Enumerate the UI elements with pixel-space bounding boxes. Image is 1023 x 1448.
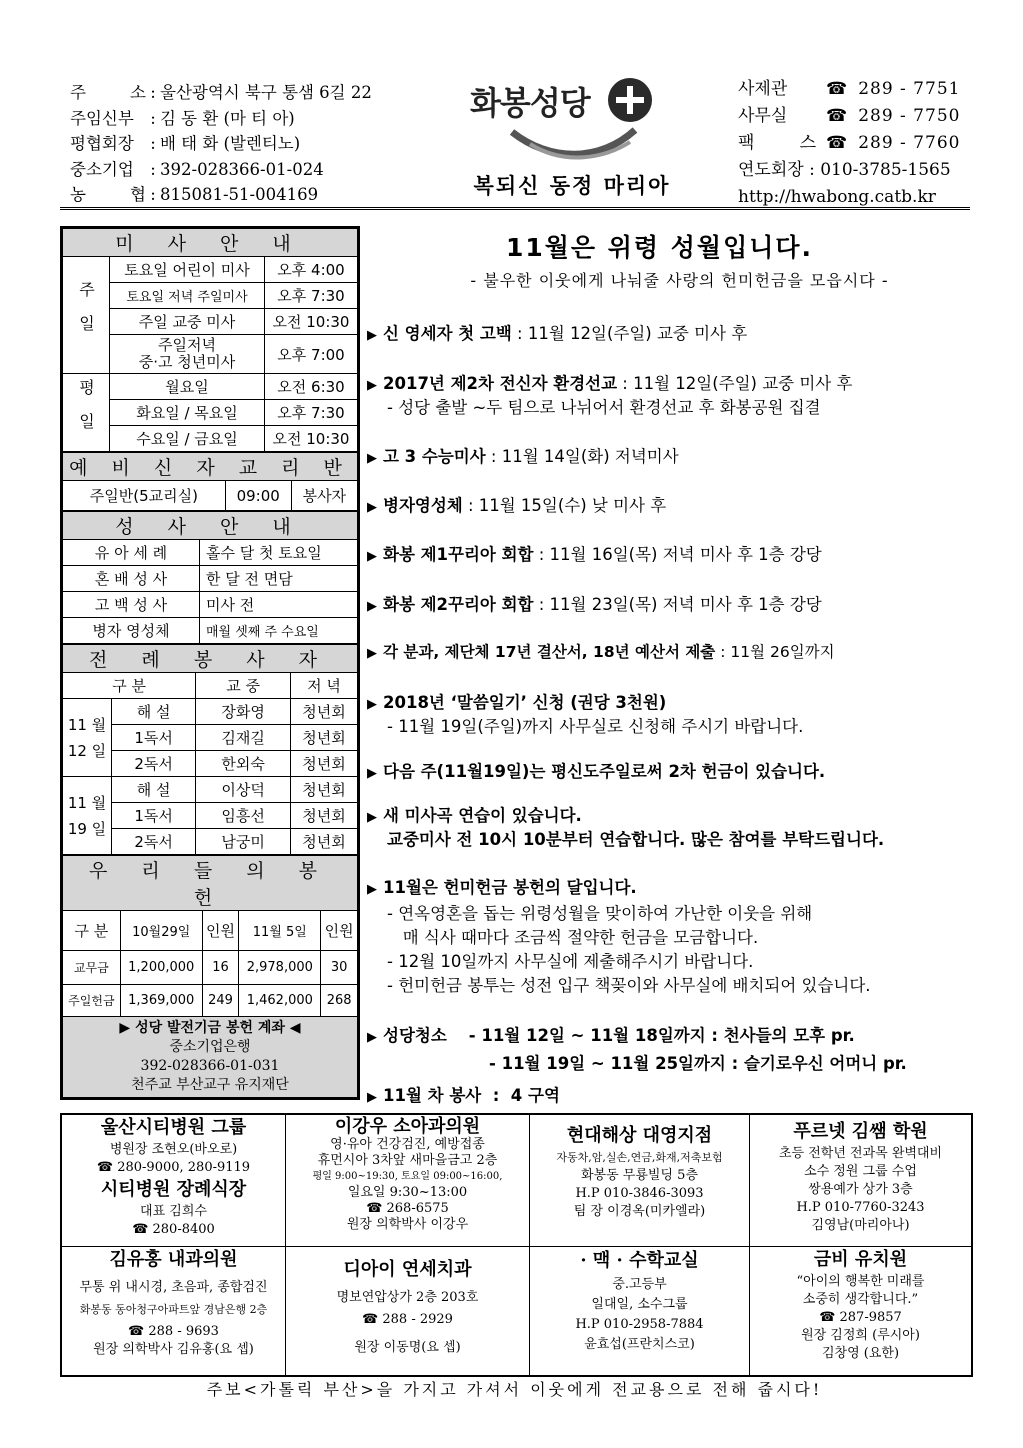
ad-name: 시티병원 장례식장 [100, 1179, 247, 1200]
offering-head: 구 분 [63, 911, 121, 951]
ad-line: 소수 정원 그룹 수업 [804, 1164, 917, 1179]
ad-line: 자동차,암,실손,연금,화재,저축보험 [556, 1151, 723, 1164]
contact-number: 289 - 7751 [858, 79, 961, 99]
liturgy-main: 한외숙 [196, 751, 291, 777]
mass-time: 오후 4:00 [265, 257, 358, 283]
notice-heading: 화봉 제2꾸리아 회합 [383, 595, 534, 614]
ad-box [286, 1115, 530, 1247]
notice-item [367, 320, 747, 344]
ad-line: 초등 전학년 전과목 완벽대비 [778, 1146, 943, 1161]
offering-cell: 16 [202, 951, 239, 985]
ad-line: 원장 의학박사 김유홍(요 셉) [93, 1342, 254, 1357]
contact-label: 사제관 [738, 79, 788, 99]
ad-box [286, 1247, 530, 1375]
notice-heading: 병자영성체 [383, 496, 463, 515]
offering-cell: 1,200,000 [120, 951, 202, 985]
ad-line: ☎ 280-8400 [132, 1222, 215, 1237]
fund-box [63, 1017, 358, 1098]
liturgy-eve: 청년회 [291, 777, 358, 803]
notice-heading: 신 영세자 첫 고백 [383, 324, 512, 343]
arrow-icon: ▶ [367, 1030, 377, 1045]
offering-cell: 268 [321, 985, 358, 1017]
ad-box [750, 1247, 971, 1375]
fund-title: ▶ 성당 발전기금 봉헌 계좌 ◀ [119, 1020, 301, 1036]
arrow-icon: ▶ [367, 766, 377, 781]
sacrament-section-title: 성 사 안 내 [63, 512, 358, 540]
notice-heading: 다음 주(11월19일)는 평신도주일로써 2차 헌금이 있습니다. [383, 762, 826, 781]
notice-heading: 성당청소 [383, 1026, 447, 1045]
offering-cell: 2,978,000 [239, 951, 321, 985]
ad-line: H.P 010-3846-3093 [575, 1186, 704, 1201]
info-label: 주임신부 [70, 108, 134, 128]
ad-line: 화봉동 무룡빌딩 5층 [581, 1168, 698, 1183]
ad-line: H.P 010-7760-3243 [796, 1200, 925, 1215]
ad-line: 명보연압상가 2층 203호 [336, 1290, 479, 1305]
notice-heading: 새 미사곡 연습이 있습니다. [383, 806, 582, 825]
notice-subtext: - 헌미헌금 봉투는 성전 입구 책꽂이와 사무실에 배치되어 있습니다. [387, 976, 871, 995]
notice-subtext: - 성당 출발 ~두 팀으로 나뉘어서 환경선교 후 화봉공원 집결 [387, 398, 821, 417]
arrow-icon: ▶ [367, 451, 377, 466]
advertisement-grid [60, 1113, 973, 1377]
notice-subtext: - 연옥영혼을 돕는 위령성월을 맞이하여 가난한 이웃을 위해 [387, 904, 813, 923]
ad-line: 윤효섭(프란치스코) [584, 1337, 695, 1352]
notice-heading: 2017년 제2차 전신자 환경선교 [383, 374, 618, 393]
ad-line: H.P 010-2958-7884 [575, 1317, 704, 1332]
notice-item [367, 370, 852, 418]
ad-box [750, 1115, 971, 1247]
arrow-icon: ▶ [367, 500, 377, 515]
ad-line: 소중히 생각합니다.” [802, 1292, 919, 1307]
ad-line: 원장 이동명(요 셉) [354, 1340, 461, 1355]
ad-line: ☎ 288 - 2929 [362, 1312, 453, 1327]
notice-item [367, 591, 822, 615]
mass-name-line: 중·고 청년미사 [138, 353, 236, 371]
contact-label: 사무실 [738, 106, 788, 126]
sunday-label: 주일 [63, 257, 110, 374]
liturgy-eve: 청년회 [291, 803, 358, 829]
ad-line: 김영남(마리아나) [811, 1218, 910, 1233]
notice-text: : 11월 12일(주일) 교중 미사 후 [511, 324, 748, 343]
ad-line: “아이의 행복한 미래를 [796, 1274, 925, 1289]
notice-item [367, 443, 679, 467]
sacrament-name: 병자 영성체 [63, 618, 200, 644]
sacrament-when: 미사 전 [200, 592, 358, 618]
ad-line: 대표 김희수 [140, 1204, 207, 1219]
ad-name: · 맥 · 수학교실 [580, 1250, 699, 1271]
ad-box [62, 1115, 286, 1247]
mass-name: 토요일 저녁 주일미사 [110, 283, 265, 309]
phone-icon: ☎ [826, 133, 849, 153]
liturgy-role: 1독서 [112, 803, 196, 829]
offering-cell: 주일헌금 [63, 985, 121, 1017]
mass-time: 오후 7:30 [265, 283, 358, 309]
ad-box [530, 1247, 750, 1375]
ad-line: 무통 위 내시경, 초음파, 종합검진 [79, 1280, 268, 1295]
ad-line: 원장 의학박사 이강우 [346, 1217, 469, 1232]
liturgy-eve: 청년회 [291, 751, 358, 777]
notice-text: : 4 구역 [481, 1086, 560, 1105]
mass-time: 오후 7:00 [265, 335, 358, 374]
ad-line: ☎ 287-9857 [819, 1310, 902, 1325]
info-value: 울산광역시 북구 통샘 6길 22 [160, 83, 372, 102]
ad-box [530, 1115, 750, 1247]
catechumen-leader: 봉사자 [291, 481, 357, 511]
info-value: 392-028366-01-024 [160, 159, 324, 179]
catechumen-time: 09:00 [225, 481, 291, 511]
info-label: 평협회장 [70, 134, 134, 153]
liturgy-date [63, 777, 112, 855]
notice-item [367, 1023, 907, 1077]
ad-line: 일요일 9:30~13:00 [347, 1185, 468, 1200]
mass-name: 주일 교중 미사 [110, 309, 265, 335]
ad-line: 김창영 (요한) [821, 1346, 900, 1361]
info-value: 배 태 화 (발렌티노) [160, 134, 301, 153]
contact-info [738, 76, 960, 211]
offering-cell: 1,369,000 [120, 985, 202, 1017]
cross-icon [608, 78, 652, 122]
notice-text: - 11월 19일 ~ 11월 25일까지 : 슬기로우신 어머니 pr. [489, 1054, 907, 1073]
offering-cell: 1,462,000 [239, 985, 321, 1017]
phone-icon: ☎ [826, 79, 849, 99]
arrow-icon: ▶ [367, 378, 377, 393]
sacrament-when: 홀수 달 첫 토요일 [200, 540, 358, 566]
notice-text: - 11월 12일 ~ 11월 18일까지 : 천사들의 모후 pr. [468, 1026, 855, 1045]
header-divider [60, 207, 970, 210]
liturgy-head: 교 중 [196, 673, 291, 699]
mass-name: 토요일 어린이 미사 [110, 257, 265, 283]
offering-cell: 교무금 [63, 951, 121, 985]
notice-text: : 11월 16일(목) 저녁 미사 후 1층 강당 [533, 545, 822, 564]
notice-heading: 각 분과, 제단체 17년 결산서, 18년 예산서 제출 [383, 643, 716, 661]
liturgy-role: 2독서 [112, 751, 196, 777]
mass-name: 화요일 / 목요일 [110, 400, 265, 426]
liturgy-date-day: 12 일 [67, 741, 107, 760]
ad-line: ☎ 268-6575 [366, 1201, 449, 1216]
swoosh-icon [510, 122, 640, 167]
youth-leader: 연도회장 : 010-3785-1565 [738, 160, 951, 180]
contact-number: 289 - 7750 [858, 106, 961, 126]
notice-subtext: - 11월 19일(주일)까지 사무실로 신청해 주시기 바랍니다. [387, 717, 804, 736]
ad-name: 푸르넷 김쌤 학원 [793, 1121, 928, 1142]
sacrament-when: 매월 셋째 주 수요일 [200, 618, 358, 644]
contact-number: 289 - 7760 [858, 133, 961, 153]
offering-cell: 30 [321, 951, 358, 985]
info-label: 농 협 [70, 185, 146, 204]
catechumen-section-title: 예 비 신 자 교 리 반 [63, 453, 358, 481]
offering-cell: 249 [202, 985, 239, 1017]
liturgy-main: 이상덕 [196, 777, 291, 803]
ad-line: 원장 김정희 (루시아) [801, 1328, 920, 1343]
left-info-panel [60, 226, 360, 1100]
liturgy-role: 해 설 [112, 777, 196, 803]
sacrament-name: 혼 배 성 사 [63, 566, 200, 592]
arrow-icon: ▶ [367, 697, 377, 712]
notice-item [367, 492, 666, 516]
mass-name [110, 335, 265, 374]
offering-head: 10월29일 [120, 911, 202, 951]
notice-item [367, 689, 803, 737]
liturgy-head: 저 녁 [291, 673, 358, 699]
liturgy-date [63, 699, 112, 777]
church-info: 주 소 : 울산광역시 북구 통샘 6길 22 주임신부 : 김 동 환 (마 티 아) 평협회장 : 배 태 화 (발렌티노) 중소기업 : 392-028366-01-024 농 협 : 815081-51-004169 [70, 80, 372, 208]
weekday-label: 평일 [63, 374, 110, 452]
notice-item [367, 640, 835, 662]
ad-name: 울산시티병원 그룹 [100, 1117, 247, 1138]
notice-text: : 11월 14일(화) 저녁미사 [485, 447, 679, 466]
phone-icon: ☎ [826, 106, 849, 126]
notice-heading: 2018년 ‘말씀일기’ 신청 (권당 3천원) [383, 693, 667, 712]
notice-text: : 11월 23일(목) 저녁 미사 후 1층 강당 [533, 595, 822, 614]
offering-section-title: 우 리 들 의 봉 헌 [63, 856, 358, 911]
info-label: 주 소 [70, 83, 146, 102]
liturgy-eve: 청년회 [291, 829, 358, 855]
liturgy-role: 1독서 [112, 725, 196, 751]
arrow-icon: ▶ [367, 549, 377, 564]
notice-item [367, 802, 884, 850]
liturgy-eve: 청년회 [291, 725, 358, 751]
liturgy-main: 장화영 [196, 699, 291, 725]
liturgy-section-title: 전 례 봉 사 자 [63, 645, 358, 673]
notice-item [367, 876, 871, 998]
info-value: 김 동 환 (마 티 아) [160, 108, 295, 128]
liturgy-eve: 청년회 [291, 699, 358, 725]
notice-heading: 11월 차 봉사 [383, 1086, 482, 1105]
notice-subtext: 교중미사 전 10시 10분부터 연습합니다. 많은 참여를 부탁드립니다. [387, 830, 885, 849]
arrow-icon: ▶ [367, 599, 377, 614]
mass-section-title: 미 사 안 내 [63, 229, 358, 257]
info-label: 중소기업 [70, 159, 134, 179]
liturgy-date-month: 11 월 [67, 715, 107, 734]
liturgy-date-month: 11 월 [67, 793, 107, 812]
fund-holder: 천주교 부산교구 유지재단 [131, 1077, 289, 1093]
ad-line: 영·유아 건강검진, 예방접종 [330, 1137, 485, 1152]
ad-name: 금비 유치원 [813, 1249, 908, 1270]
info-value: 815081-51-004169 [160, 185, 319, 204]
mass-name-line: 주일저녁 [158, 336, 216, 354]
logo-title: 화봉성당 [470, 84, 590, 122]
offering-head: 11월 5일 [239, 911, 321, 951]
ad-name: 현대해상 대영지점 [566, 1125, 713, 1146]
mass-name: 월요일 [110, 374, 265, 400]
notice-subtitle: - 불우한 이웃에게 나눠줄 사랑의 헌미헌금을 모읍시다 - [470, 271, 889, 290]
liturgy-date-day: 19 일 [67, 819, 107, 838]
contact-label: 팩 스 [738, 133, 816, 153]
ad-line: 병원장 조현오(바오로) [109, 1142, 238, 1157]
liturgy-head: 구 분 [63, 673, 196, 699]
ad-name: 이강우 소아과의원 [334, 1116, 481, 1137]
ad-line: 쌍용예가 상가 3층 [808, 1182, 913, 1197]
sacrament-name: 유 아 세 례 [63, 540, 200, 566]
ad-name: 김유홍 내과의원 [109, 1249, 238, 1270]
sacrament-name: 고 백 성 사 [63, 592, 200, 618]
notice-heading: 고 3 수능미사 [383, 447, 486, 466]
ad-name: 디아이 연세치과 [343, 1259, 472, 1280]
website-link[interactable]: http://hwabong.catb.kr [738, 187, 936, 207]
arrow-icon: ▶ [367, 328, 377, 343]
ad-line: 팀 장 이경옥(미카엘라) [573, 1204, 706, 1219]
arrow-icon: ▶ [367, 882, 377, 897]
arrow-icon: ▶ [367, 1090, 377, 1105]
offering-head: 인원 [202, 911, 239, 951]
ad-line: 중.고등부 [612, 1277, 667, 1292]
notice-title: 11월은 위령 성월입니다. [505, 233, 814, 262]
liturgy-role: 2독서 [112, 829, 196, 855]
mass-time: 오전 10:30 [265, 426, 358, 452]
notice-column [367, 228, 972, 1105]
mass-time: 오전 10:30 [265, 309, 358, 335]
fund-account: 392-028366-01-031 [140, 1058, 280, 1074]
ad-line: ☎ 288 - 9693 [128, 1324, 219, 1339]
sacrament-when: 한 달 전 면담 [200, 566, 358, 592]
notice-heading: 11월은 헌미헌금 봉헌의 달입니다. [383, 878, 637, 897]
ad-box [62, 1247, 286, 1375]
ad-line: 화봉동 동아청구아파트앞 경남은행 2층 [79, 1303, 268, 1316]
notice-subtext: 매 식사 때마다 조금씩 절약한 헌금을 모금합니다. [387, 928, 759, 947]
arrow-icon: ▶ [367, 646, 377, 661]
notice-item [367, 1082, 560, 1106]
liturgy-main: 김재길 [196, 725, 291, 751]
liturgy-main: 남궁미 [196, 829, 291, 855]
mass-time: 오후 7:30 [265, 400, 358, 426]
notice-text: : 11월 26일까지 [715, 643, 835, 661]
church-logo [470, 72, 671, 198]
notice-subtext: - 12월 10일까지 사무실에 제출해주시기 바랍니다. [387, 952, 754, 971]
mass-name: 수요일 / 금요일 [110, 426, 265, 452]
ad-line: 휴먼시아 3차앞 새마을금고 2층 [317, 1153, 498, 1168]
ad-line: ☎ 280-9000, 280-9119 [96, 1160, 251, 1175]
notice-item [367, 758, 825, 782]
footer-message: 주보<가톨릭 부산>을 가지고 가셔서 이웃에게 전교용으로 전해 줍시다! [206, 1380, 823, 1399]
fund-bank: 중소기업은행 [169, 1039, 251, 1055]
mass-time: 오전 6:30 [265, 374, 358, 400]
notice-heading: 화봉 제1꾸리아 회합 [383, 545, 534, 564]
notice-item [367, 541, 822, 565]
notice-text: : 11월 15일(수) 낮 미사 후 [462, 496, 667, 515]
offering-head: 인원 [321, 911, 358, 951]
liturgy-main: 임흥선 [196, 803, 291, 829]
catechumen-class: 주일반(5교리실) [63, 481, 226, 511]
liturgy-role: 해 설 [112, 699, 196, 725]
logo-subtitle: 복되신 동정 마리아 [473, 174, 671, 198]
notice-text: : 11월 12일(주일) 교중 미사 후 [617, 374, 853, 393]
ad-line: 평일 9:00~19:30, 토요일 09:00~16:00, [312, 1171, 503, 1182]
ad-line: 일대일, 소수그룹 [591, 1297, 688, 1312]
arrow-icon: ▶ [367, 810, 377, 825]
